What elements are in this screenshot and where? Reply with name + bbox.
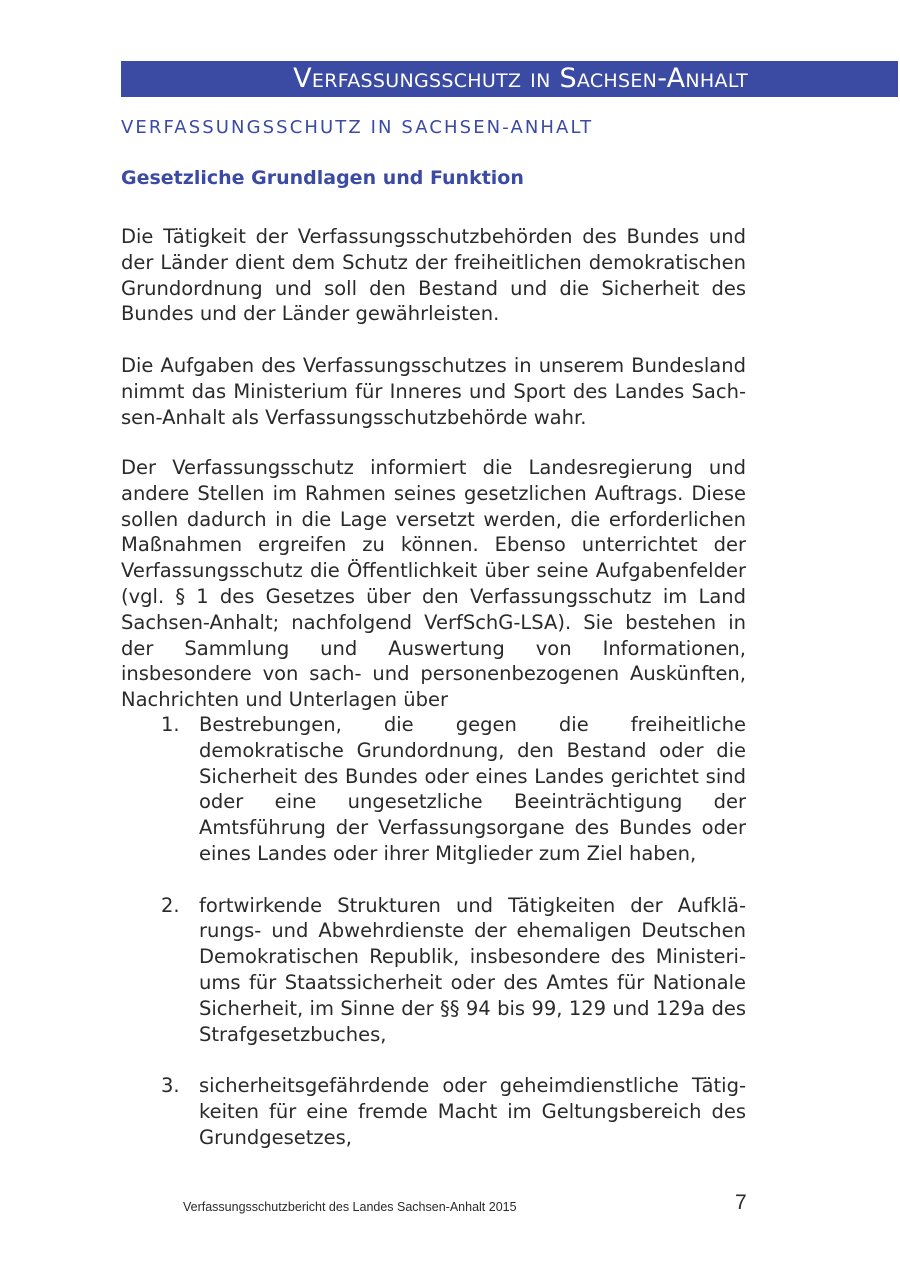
running-header-title: Verfassungsschutz in Sachsen-Anhalt [293, 63, 748, 94]
page-number: 7 [735, 1191, 747, 1214]
paragraph-intro: Die Tätigkeit der Verfassungsschutzbehörden des Bundes und der Länder dient dem Schutz der freiheitlichen demokratischen Grundordnung und soll den Bestand und die Sicherheit des Bundes und der Länder gewährleisten. [121, 225, 746, 326]
header-band [121, 61, 898, 97]
list-item [121, 712, 746, 867]
numbered-list [121, 712, 746, 1176]
paragraph-ministry: Die Aufgaben des Verfassungsschutzes in unserem Bundesland nimmt das Ministerium für Inneres und Sport des Landes Sachsen-Anhalt als Verfassungsschutzbehörde wahr. [121, 354, 746, 429]
list-item-text: Bestrebungen, die gegen die freiheitliche demokratische Grundordnung, den Bestand oder die Sicherheit des Bundes oder eines Landes gerichtet sind oder eine ungesetzliche Beeinträchtigung der Amtsführung der Verfassungsorgane des Bundes oder eines Landes oder ihrer Mitglieder zum Ziel haben, [199, 713, 746, 865]
list-item-text: fortwirkende Strukturen und Tätigkeiten der Aufklärungs- und Abwehrdienste der ehemaligen Deutschen Demokratischen Republik, insbesondere des Ministeriums für Staatssicherheit oder des Amtes für Nationale Sicherheit, im Sinne der §§ 94 bis 99, 129 und 129a des Strafgesetzbuches, [199, 893, 746, 1046]
paragraph-tasks: Der Verfassungsschutz informiert die Landesregierung und andere Stellen im Rahmen seines gesetzlichen Auftrags. Diese sollen dadurch in die Lage versetzt werden, die erforderlichen Maßnahmen ergreifen zu können. Ebenso unterrichtet der Verfassungsschutz die Öffentlichkeit über seine Aufgabenfelder (vgl. § 1 des Gesetzes über den Verfassungsschutz im Land Sachsen-Anhalt; nachfolgend VerfSchG-LSA). Sie bestehen in der Sammlung und Auswertung von Informationen, insbesondere von sach- und personenbezogenen Auskünften, Nachrichten und Unterlagen über [121, 456, 746, 712]
list-item-number: 3. [161, 1074, 180, 1098]
list-item-number: 1. [161, 713, 180, 736]
section-heading: VERFASSUNGSSCHUTZ IN SACHSEN-ANHALT [121, 117, 594, 138]
footer-text: Verfassungsschutzbericht des Landes Sachsen-Anhalt 2015 [183, 1200, 517, 1214]
list-item-number: 2. [161, 893, 180, 917]
list-item-text: sicherheitsgefährdende oder geheimdienstliche Tätigkeiten für eine fremde Macht im Geltungsbereich des Grundgesetzes, [199, 1074, 746, 1149]
list-item [121, 893, 746, 1048]
list-item [121, 1073, 746, 1150]
subsection-heading: Gesetzliche Grundlagen und Funktion [121, 167, 524, 189]
